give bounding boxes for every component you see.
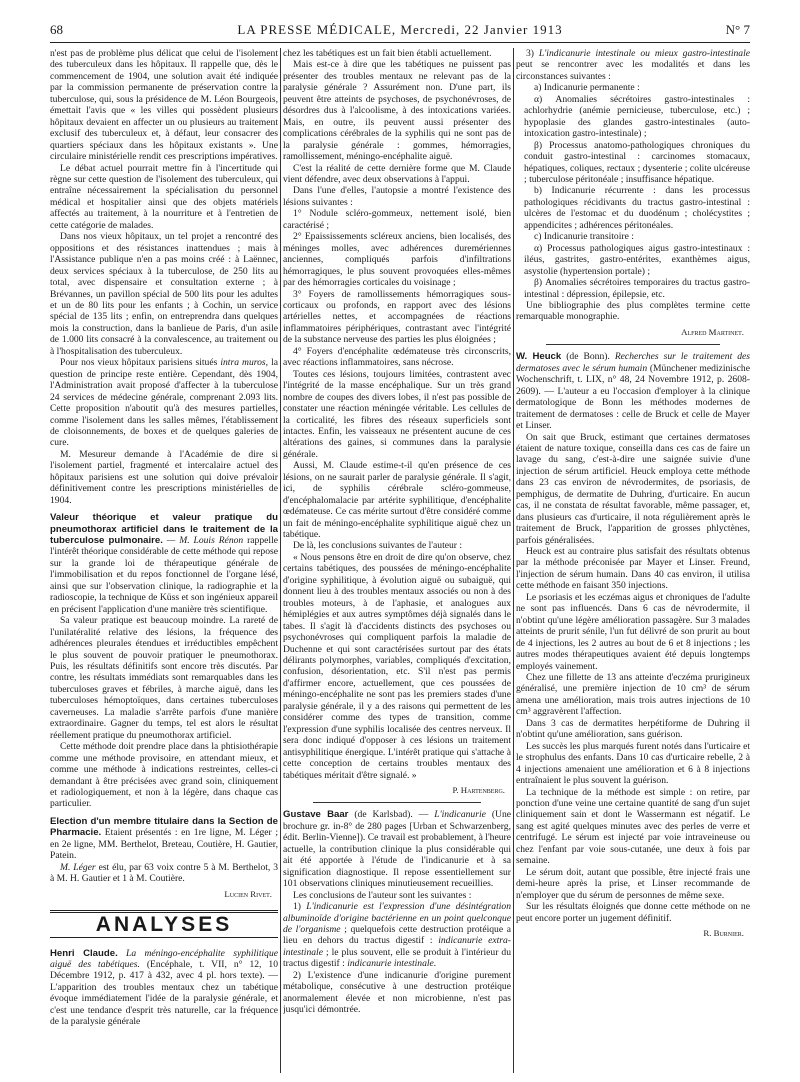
signature: R. Burnier. (703, 927, 744, 938)
list-item: β) Processus anatomo-pathologiques chroniques du conduit gastro-intestinal : carcinomes stomacaux, hépatiques, coliques, rectaux ; dysenterie ; colite ulcéreuse ; tuberculose péritonéale ; insuffisance hépatique. (524, 139, 750, 185)
divider (546, 344, 720, 345)
article-heading: W. Heuck (de Bonn). Recherches sur le traitement des dermatoses avec le sérum humain (Münchener medizinische Wochenschrift, t. LIX, n° 48, 24 Novembre 1912, p. 2608-2609). — L'auteur a eu l'occasion d'employer à la clinique dermatologique de Bonn les méthodes modernes de traitement de dermatoses : celle de Bruck et celle de Mayer et Linser. (516, 351, 750, 432)
paragraph: Le débat actuel pourrait mettre fin à l'incertitude qui règne sur cette question de l'isolement des tuberculeux, qui entraîne nécessairement la spécialisation du personnel médical et hospitalier ainsi que des objets matériels affectés au traitement, à la nourriture et à l'entretien de cette catégorie de malades. (50, 162, 278, 231)
paragraph: Sa valeur pratique est beaucoup moindre. La rareté de l'unilatéralité relative des lésions, la fréquence des adhérences pleurales étendues et irréductibles empêchent le plus souvent de pouvoir pratiquer le pneumothorax. Puis, les résultats définitifs sont encore très discutés. Par contre, les résultats immédiats sont remarquables dans les tuberculoses graves et fébriles, à marche aiguë, dans les tuberculoses hémoptoïques, dans certaines tuberculoses caverneuses. La maladie s'arrête parfois d'une manière extraordinaire. Gagner du temps, tel est alors le résultat réellement pratique du pneumothorax artificiel. (50, 615, 278, 741)
paragraph: Toutes ces lésions, toujours limitées, contrastent avec l'intégrité de la masse encéphalique. Sur un très grand nombre de coupes des divers lobes, il n'est pas possible de constater une réaction méningée véritable. Les cellules de la corticalité, les fibres des réseaux superficiels sont intactes. Enfin, les vaisseaux ne présentent aucune de ces altérations des gaines, si communes dans la paralysie générale. (283, 368, 511, 460)
paragraph: Le sérum doit, autant que possible, être injecté frais une demi-heure après la prise, et Linser recommande de n'employer que du sérum de personnes de même sexe. (516, 866, 750, 901)
paragraph: 4° Foyers d'encéphalite œdémateuse très circonscrits, avec réactions inflammatoires, sans nécrose. (283, 345, 511, 369)
paragraph: On sait que Bruck, estimant que certaines dermatoses étaient de nature toxique, conseilla dans ces cas de faire un lavage du sang, c'est-à-dire une saignée suivie d'une injection de sérum artificiel. Heuck employa cette méthode dans 23 cas environ de névrodermites, de psoriasis, de pemphigus, de dermatite de Duhring, d'urticaire. En aucun cas, il ne constata de résultat favorable, même passager, et, dans plusieurs cas d'urticaire, il nota régulièrement après le traitement de Bruck, l'apparition de grosses phlyctènes, parfois généralisées. (516, 431, 750, 546)
paragraph: C'est la réalité de cette dernière forme que M. Claude vient défendre, avec deux observations à l'appui. (283, 162, 511, 185)
column-3 (516, 48, 750, 1073)
paragraph: Sur les résultats éloignés que donne cette méthode on ne peut encore porter un jugement définitif. (516, 901, 750, 924)
paragraph: 1) L'indicanurie est l'expression d'une désintégration albuminoïde d'origine bactérienne en un point quelconque de l'organisme ; quelquefois cette destruction protéique a lieu en dehors du tractus digestif : indicanurie extra-intestinale ; le plus souvent, elle se produit à l'intérieur du tractus digestif : indicanurie intestinale. (283, 901, 511, 970)
paragraph: Dans 3 cas de dermatites herpétiforme de Duhring il n'obtint qu'une amélioration, sans guérison. (516, 717, 750, 741)
article-heading: Henri Claude. La méningo-encéphalite syphilitique aiguë des tabétiques. (Encéphale, t. VII, n° 12, 10 Décembre 1912, p. 417 à 432, avec 4 pl. hors texte). — L'apparition des troubles mentaux chez un tabétique évoque immédiatement l'idée de la paralysie générale, et c'est une tendance d'esprit très naturelle, car la fréquence de la paralysie générale (50, 947, 278, 1028)
paragraph: 3° Foyers de ramollissements hémorragiques sous-corticaux ou profonds, en rapport avec des lésions artérielles nettes, et accompagnées de réactions inflammatoires périphériques, contrastant avec l'intégrité de la substance nerveuse des parties les plus éloignées ; (283, 288, 511, 346)
paragraph: De là, les conclusions suivantes de l'auteur : (293, 540, 463, 552)
paragraph: Heuck est au contraire plus satisfait des résultats obtenus par la méthode préconisée par Mayer et Linser. Freund, l'injection de sérum humain. Dans 40 cas environ, il utilisa cette méthode en faisant 350 injections. (516, 546, 750, 592)
paragraph: « Nous pensons être en droit de dire qu'on observe, chez certains tabétiques, des poussées de méningo-encéphalite d'origine syphilitique, à évolution aiguë ou subaiguë, qui donnent lieu à des troubles mentaux associés ou non à des troubles moteurs, à de l'aphasie, et analogues aux hémiplégies et aux autres symptômes déjà signalés dans le tabes. Il s'agit là d'accidents distincts des psychoses ou psychonévroses qui compliquent parfois la maladie de Duchenne et qui sont caractérisées surtout par des états délirants polymorphes, variables, compliqués d'excitation, confusion, désorientation, etc. S'il n'est pas permis d'affirmer encore, actuellement, que ces poussées de méningo-encéphalite ne sont pas les premiers stades d'une paralysie générale, il y a des raisons qui permettent de les considérer comme des types de transition, comme l'expression d'une syphilis localisée des centres nerveux. Il sera donc indiqué d'opposer à ces lésions un traitement antisyphilitique énergique. L'intérêt pratique qui s'attache à cette conception de certains troubles mentaux des tabétiques méritait d'être signalé. » (283, 551, 511, 781)
paragraph: Pour nos vieux hôpitaux parisiens situés intra muros, la question de principe reste entière. Cependant, dès 1904, l'Administration avait proposé d'affecter à la tuberculose 24 services de médecine générale, comprenant 2.093 lits. Cette proposition n'aboutit qu'à des mesures partielles, comme l'isolement dans les salles mêmes, l'établissement de cloisonnements, de boxes et de quelques galeries de cure. (50, 357, 278, 449)
issue-number: N° 7 (725, 22, 750, 37)
list-item: b) Indicanurie récurrente : dans les processus pathologiques récidivants du tractus gastro-intestinal : ulcères de l'estomac et du duodénum ; cholécystites ; appendicites ; adhérences péritonéales. (524, 185, 750, 231)
paragraph: Cette méthode doit prendre place dans la phtisiothérapie comme une méthode provisoire, en attendant mieux, et comme une méthode à indications restreintes, celles-ci demandant à être précisées avec grand soin, cliniquement et radiologiquement, et non à la légère, dans chaque cas particulier. (50, 741, 278, 810)
paragraph: Chez une fillette de 13 ans atteinte d'eczéma prurigineux généralisé, une première injection de 10 cm³ de sérum amena une amélioration, mais trois autres injections de 10 cm³ aggravèrent l'affection. (516, 672, 750, 718)
column-rule (513, 48, 514, 1073)
paragraph: 2° Epaississements scléreux anciens, bien localisés, des méninges molles, avec adhérences duremériennes anciennes, compliqués parfois d'infiltrations hémorragiques, le plus souvent provoquées elles-mêmes par des hémorragies corticales du voisinage ; (283, 231, 511, 289)
list-item: α) Anomalies sécrétoires gastro-intestinales : achlorhydrie (anémie pernicieuse, tuberculose, etc.) ; hypoplasie des glandes gastro-intestinales (auto-intoxication gastro-intestinale) ; (524, 93, 750, 140)
list-item: α) Processus pathologiques aigus gastro-intestinaux : iléus, gastrites, gastro-entérites, exanthèmes aigus, asystolie (hypertension portale) ; (524, 242, 750, 277)
section-title-analyses: ANALYSES (50, 910, 278, 937)
signature: Alfred Martinet. (681, 326, 744, 337)
paragraph: chez les tabétiques est un fait bien établi actuellement. (283, 48, 492, 59)
journal-title: LA PRESSE MÉDICALE, Mercredi, 22 Janvier 1913 (237, 22, 563, 37)
paragraph: Aussi, M. Claude estime-t-il qu'en présence de ces lésions, on ne saurait parler de paralysie générale. Il s'agit, ici, de syphilis cérébrale scléro-gommeuse, d'encéphalomalacie par artérite syphilitique, d'encéphalite œdémateuse. Ce cas mérite surtout d'être considéré comme un fait de méningo-encéphalite syphilitique aiguë chez un tabétique. (283, 460, 511, 541)
page-header (50, 20, 750, 43)
paragraph: Le psoriasis et les eczémas aigus et chroniques de l'adulte ne sont pas influencés. Dans 6 cas de névrodermite, il n'obtint qu'une légère amélioration passagère. Sur 3 malades atteints de prurit sénile, l'un fut délivré de son prurit au bout de 4 injections, les 2 autres au bout de 6 et 8 injections ; les autres modes thérapeutiques avaient été depuis longtemps employés vainement. (516, 591, 750, 672)
paragraph: Dans nos vieux hôpitaux, un tel projet a rencontré des oppositions et des résistances inattendues ; mais à l'Assistance publique n'en a pas moins créé : à Laënnec, deux services spéciaux à la tuberculose, de 250 lits au total, avec dispensaire et consultation externe ; à Brévannes, un pavillon spécial de 500 lits pour les adultes et un de 80 lits pour les enfants ; à Cochin, un service spécial de 135 lits ; enfin, on entreprendra dans quelques mois la construction, dans la banlieue de Paris, d'un asile de 1.000 lits consacré à la convalescence, au traitement ou à l'hospitalisation des tuberculeux. (50, 231, 278, 357)
paragraph: 3) L'indicanurie intestinale ou mieux gastro-intestinale peut se rencontrer avec les modalités et dans les circonstances suivantes : (516, 48, 750, 82)
paragraph: Les conclusions de l'auteur sont les suivantes : (293, 889, 472, 901)
paragraph: 2) L'existence d'une indicanurie d'origine purement métabolique, consécutive à une destruction protéique anormalement élevée et non microbienne, n'est pas jusqu'ici démontrée. (283, 969, 511, 1016)
paragraph: Mais est-ce à dire que les tabétiques ne puissent pas présenter des troubles mentaux ne relevant pas de la paralysie générale ? Assurément non. D'une part, ils peuvent être atteints de psychoses, de psychonévroses, de désordres dus à l'alcoolisme, à des intoxications variées. Mais, en outre, ils peuvent aussi présenter des complications cérébrales de la syphilis qui ne sont pas de la paralysie générale : gommes, hémorragies, ramollissement, méningo-encéphalite aiguë. (283, 59, 511, 163)
article-heading: Gustave Baar (de Karlsbad). — L'indicanurie (Une brochure gr. in-8° de 280 pages [Urban et Schwarzenberg, édit. Berlin-Vienne]). Ce travail est probablement, à l'heure actuelle, la contribution clinique la plus considérable qui ait été apportée à l'étude de l'indicanurie et à sa signification diagnostique. Il repose essentiellement sur 101 observations cliniques minutieusement recueillies. (283, 809, 511, 890)
paragraph: M. Léger est élu, par 63 voix contre 5 à M. Berthelot, 3 à M. H. Gautier et 1 à M. Coutière. (50, 861, 278, 885)
paragraph: Dans l'une d'elles, l'autopsie a montré l'existence des lésions suivantes : (283, 185, 511, 208)
list-item: β) Anomalies sécrétoires temporaires du tractus gastro-intestinal : dépression, épilepsie, etc. (524, 277, 750, 300)
signature: P. Hartenberg. (452, 785, 505, 795)
paragraph: Les succès les plus marqués furent notés dans l'urticaire et le strophulus des enfants. Dans 10 cas d'urticaire rebelle, 2 à 4 injections amenaient une amélioration et 6 à 8 injections entraînaient le plus souvent la guérison. (516, 740, 750, 787)
column-1 (50, 48, 278, 1073)
divider (313, 802, 481, 803)
list-item: c) Indicanurie transitoire : (534, 231, 634, 243)
signature: Lucien Rivet. (224, 888, 272, 899)
section-heading: Valeur théorique et valeur pratique du pneumothorax artificiel dans le traitement de la tuberculose pulmonaire. — M. Louis Rénon rappelle l'intérêt théorique considérable de cette méthode qui repose sur la grande loi de thérapeutique générale de l'immobilisation et du repos fonctionnel de l'organe lésé, ainsi que sur l'observation clinique, la radiographie et la radioscopie, la technique de Küss et son ingénieux appareil en précisent l'application d'une manière très scientifique. (50, 512, 278, 615)
paragraph: M. Mesureur demande à l'Académie de dire si l'isolement partiel, fragmenté et intercalaire actuel des hôpitaux parisiens est une solution qui doive prévaloir définitivement contre les prescriptions ministérielles de 1904. (50, 448, 278, 506)
list-item: a) Indicanurie permanente : (534, 82, 640, 94)
paragraph: n'est pas de problème plus délicat que celui de l'isolement des tuberculeux dans les hôpitaux. Il rappelle que, dès le commencement de 1904, une solution avait été indiquée par la commission permanente de préservation contre la tuberculose, qui, sous la présidence de M. Léon Bourgeois, émettait l'avis que « les villes qui possèdent plusieurs hôpitaux devaient en affecter un ou plusieurs au traitement exclusif des tuberculeux et, à défaut, leur consacrer des quartiers spéciaux dans les hôpitaux existants ». Une circulaire ministérielle rendit ces prescriptions impératives. (50, 48, 278, 163)
page-number: 68 (50, 22, 63, 37)
paragraph: Une bibliographie des plus complètes termine cette remarquable monographie. (516, 299, 750, 323)
paragraph: La technique de la méthode est simple : on retire, par ponction d'une veine une certaine quantité de sang d'un sujet cliniquement sain et dont le Wassermann est négatif. Le sang est agité quelques minutes avec des perles de verre et centrifugé. Le sérum est injecté par voie intraveineuse ou chez l'enfant par voie sous-cutanée, une deux à fois par semaine. (516, 786, 750, 867)
section-heading: Election d'un membre titulaire dans la Section de Pharmacie. Etaient présentés : en 1re ligne, M. Léger ; en 2e ligne, MM. Berthelot, Breteau, Coutière, H. Gautier, Patein. (50, 815, 278, 862)
column-2 (283, 48, 511, 1073)
column-rule (280, 48, 281, 1073)
paragraph: 1° Nodule scléro-gommeux, nettement isolé, bien caractérisé ; (283, 208, 511, 231)
